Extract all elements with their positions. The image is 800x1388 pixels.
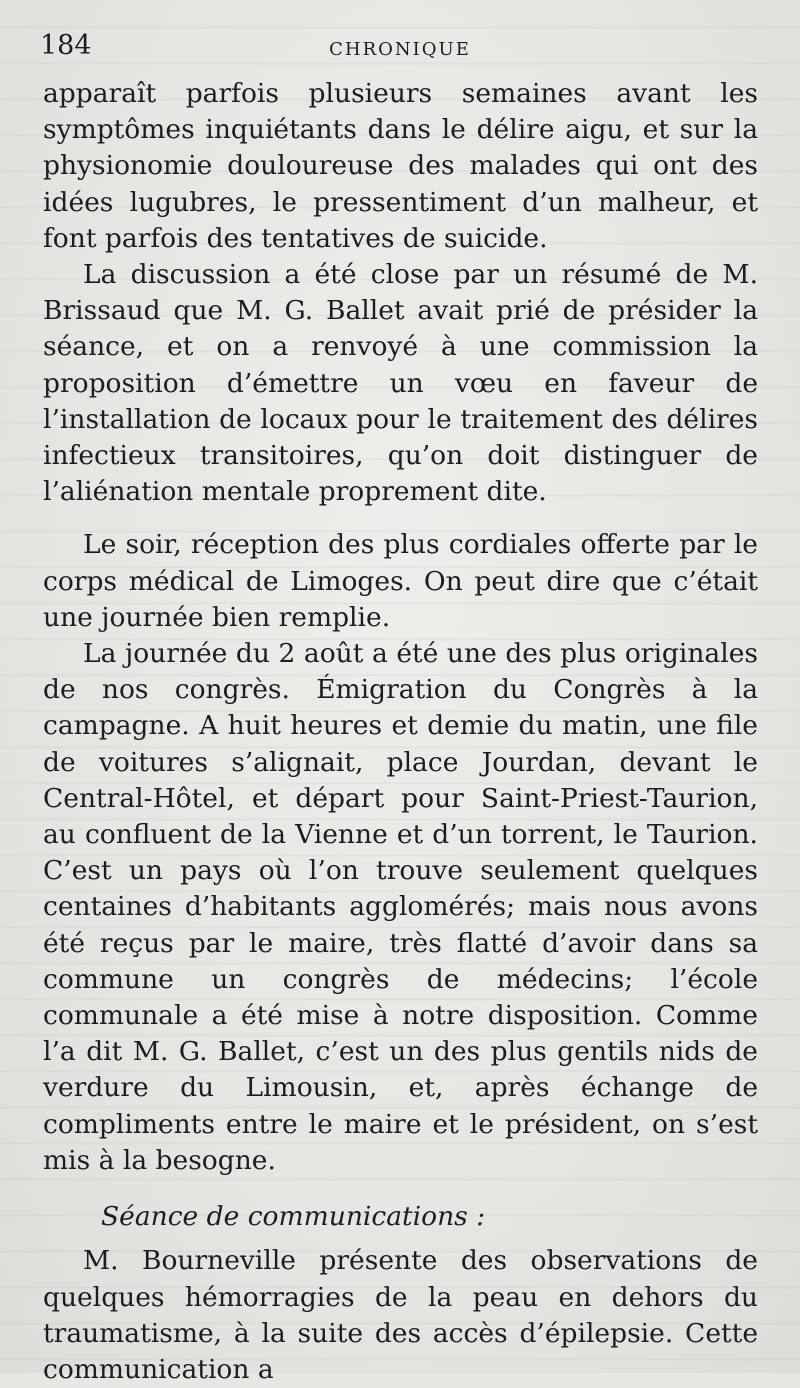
paragraph-evening-reception: Le soir, réception des plus cordiales offerte par le corps médical de Limoges. On peut dire que c’était une journée bien remplie. bbox=[43, 529, 758, 633]
paragraph-august-day: La journée du 2 août a été une des plus originales de nos congrès. Émigration du Congrès à la campagne. A huit heures et demie du matin, une file de voitures s’alignait, place Jourdan, devant le Central-Hôtel, et départ pour Saint-Priest-Taurion, au confluent de la Vienne et d’un torrent, le Taurion. C’est un pays où l’on trouve seulement quelques centaines d’habitants agglomérés; mais nous avons été reçus par le maire, très flatté d’avoir dans sa commune un congrès de médecins; l’école communale a été mise à notre disposition. Comme l’a dit M. G. Ballet, c’est un des plus gentils nids de verdure du Limousin, et, après échange de compliments entre le maire et le président, on s’est mis à la besogne. bbox=[43, 638, 758, 1176]
page-header bbox=[40, 30, 760, 66]
paragraph-continuation: apparaît parfois plusieurs semaines avant les symptômes inquiétants dans le délire aigu, et sur la physionomie douloureuse des malades qui ont des idées lugubres, le pressentiment d’un malheur, et font parfois des tentatives de suicide. bbox=[43, 78, 758, 254]
body-text bbox=[43, 76, 758, 1388]
running-title: CHRONIQUE bbox=[329, 39, 471, 60]
page-number: 184 bbox=[40, 30, 92, 61]
section-heading: Séance de communications : bbox=[101, 1201, 486, 1233]
paragraph-discussion: La discussion a été close par un résumé de M. Brissaud que M. G. Ballet avait prié de présider la séance, et on a renvoyé à une commission la proposition d’émettre un vœu en faveur de l’installation de locaux pour le traitement des délires infectieux transitoires, qu’on doit distinguer de l’aliénation mentale proprement dite. bbox=[43, 259, 758, 508]
paragraph-bourneville: M. Bourneville présente des observations de quelques hémorragies de la peau en dehors du traumatisme, à la suite des accès d’épilepsie. Cette communication a bbox=[43, 1245, 758, 1385]
